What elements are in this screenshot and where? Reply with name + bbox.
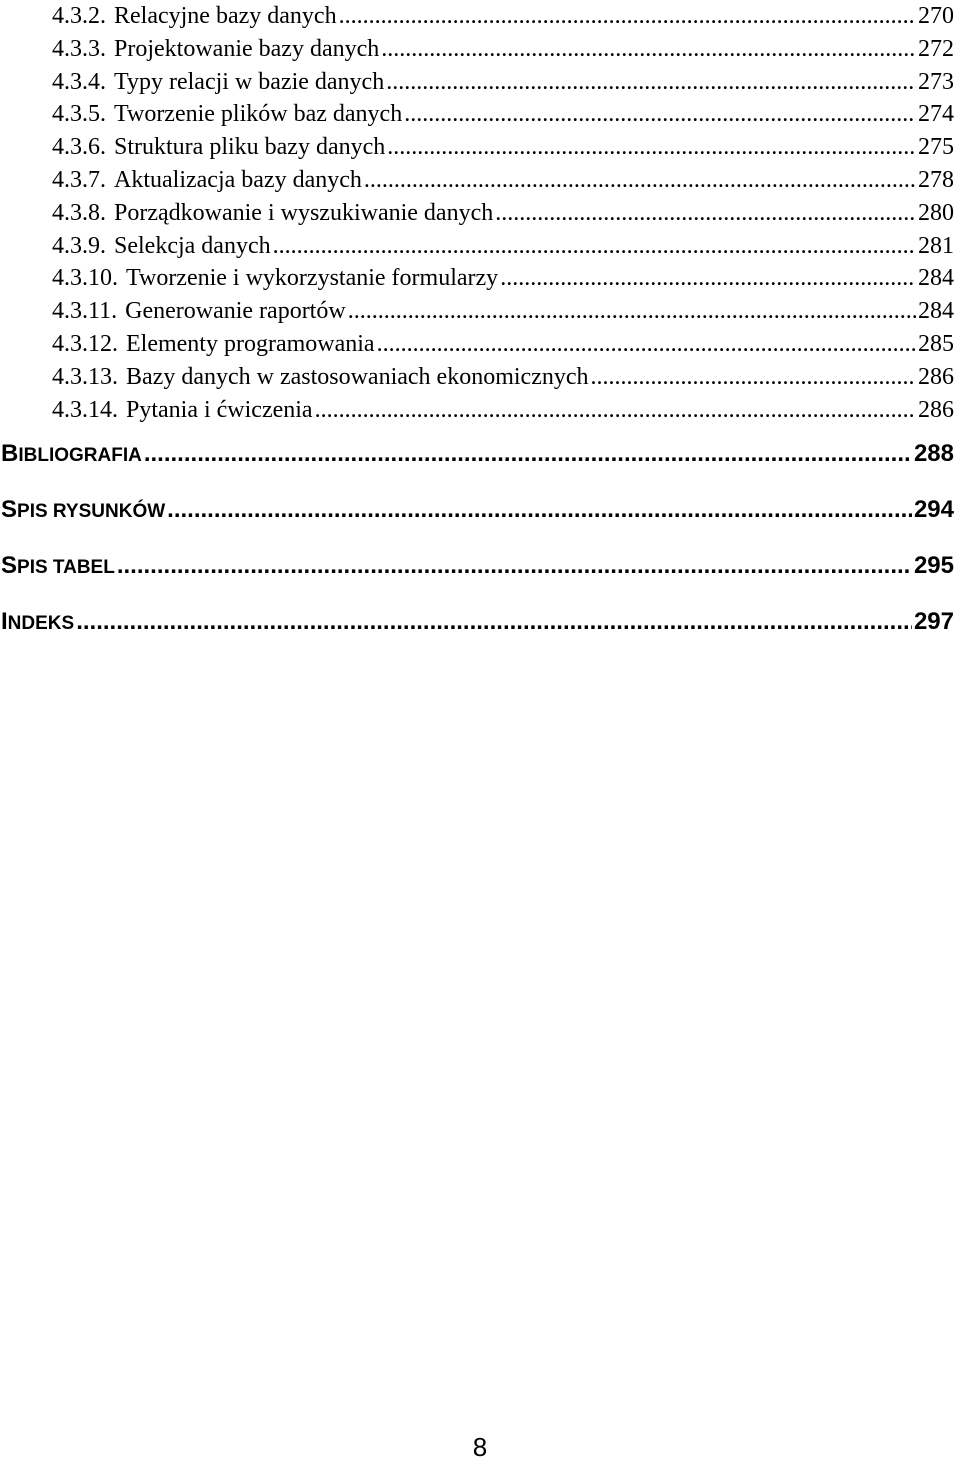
- toc-entry-title: Aktualizacja bazy danych: [114, 166, 362, 193]
- toc-leader-dots: [591, 361, 916, 394]
- toc-section-bibliografia[interactable]: [0, 426, 954, 482]
- toc-leader-dots: [117, 538, 912, 594]
- toc-entry-page: 284: [918, 265, 954, 292]
- toc-entry-4-3-4[interactable]: [52, 66, 954, 99]
- toc-section-spis-tabel[interactable]: [0, 538, 954, 594]
- toc-entry-4-3-3[interactable]: [52, 33, 954, 66]
- toc-leader-dots: [315, 394, 916, 427]
- toc-entry-page: 278: [918, 166, 954, 193]
- toc-entry-page: 273: [918, 68, 954, 95]
- toc-entry-number: 4.3.12.: [52, 330, 118, 357]
- toc-entry-page: 285: [918, 330, 954, 357]
- toc-entry-number: 4.3.8.: [52, 199, 106, 226]
- toc-leader-dots: [387, 131, 916, 164]
- toc-leader-dots: [348, 295, 916, 328]
- toc-section-title: BIBLIOGRAFIA: [1, 440, 142, 468]
- toc-leader-dots: [364, 164, 916, 197]
- toc-entry-number: 4.3.5.: [52, 101, 106, 128]
- toc-entry-page: 284: [918, 298, 954, 325]
- toc-entry-title: Elementy programowania: [126, 330, 375, 357]
- toc-entry-number: 4.3.13.: [52, 363, 118, 390]
- toc-leader-dots: [386, 66, 916, 99]
- toc-leader-dots: [167, 482, 912, 538]
- toc-entry-number: 4.3.11.: [52, 298, 118, 325]
- toc-entry-number: 4.3.4.: [52, 68, 106, 95]
- toc-leader-dots: [273, 230, 916, 263]
- toc-section-page: 295: [913, 552, 954, 580]
- toc-leader-dots: [495, 197, 916, 230]
- toc-section-spis-rysunkow[interactable]: [0, 482, 954, 538]
- toc-entry-page: 274: [918, 101, 954, 128]
- toc-entry-title: Porządkowanie i wyszukiwanie danych: [114, 199, 494, 226]
- toc-leader-dots: [500, 262, 916, 295]
- toc-leader-dots: [339, 0, 916, 33]
- toc-entry-number: 4.3.6.: [52, 134, 106, 161]
- toc-entry-4-3-11[interactable]: [52, 295, 954, 328]
- toc-entry-4-3-2[interactable]: [52, 0, 954, 33]
- toc-entry-page: 281: [918, 232, 954, 259]
- toc-entry-title: Pytania i ćwiczenia: [126, 396, 313, 423]
- toc-entry-page: 270: [918, 3, 954, 29]
- toc-entry-title: Tworzenie plików baz danych: [114, 101, 403, 128]
- toc-entry-4-3-10[interactable]: [52, 262, 954, 295]
- toc-leader-dots: [377, 328, 916, 361]
- toc-entry-4-3-14[interactable]: [52, 394, 954, 427]
- toc-entry-title: Projektowanie bazy danych: [114, 35, 380, 62]
- toc-entry-4-3-12[interactable]: [52, 328, 954, 361]
- toc-section-page: 294: [913, 496, 954, 524]
- toc-entry-title: Typy relacji w bazie danych: [114, 68, 385, 95]
- toc-leader-dots: [144, 426, 912, 482]
- toc-entry-number: 4.3.3.: [52, 35, 106, 62]
- toc-entry-title: Relacyjne bazy danych: [114, 3, 337, 29]
- page-number: 8: [472, 1432, 488, 1462]
- toc-entry-page: 286: [918, 363, 954, 390]
- toc-entry-number: 4.3.7.: [52, 166, 106, 193]
- toc-section-title: SPIS RYSUNKÓW: [1, 496, 166, 524]
- toc-section-title: SPIS TABEL: [1, 552, 115, 580]
- toc-entry-4-3-6[interactable]: [52, 131, 954, 164]
- toc-entry-title: Tworzenie i wykorzystanie formularzy: [126, 265, 499, 292]
- toc-entry-page: 280: [918, 199, 954, 226]
- toc-entry-page: 286: [918, 396, 954, 423]
- toc-entry-title: Struktura pliku bazy danych: [114, 134, 386, 161]
- toc-section-page: 288: [913, 440, 954, 468]
- toc-entry-4-3-8[interactable]: [52, 197, 954, 230]
- toc-entry-4-3-9[interactable]: [52, 230, 954, 263]
- toc-entry-number: 4.3.14.: [52, 396, 118, 423]
- toc-section-title: INDEKS: [1, 608, 75, 636]
- toc-entry-4-3-5[interactable]: [52, 98, 954, 131]
- toc-entry-number: 4.3.2.: [52, 3, 106, 29]
- toc-entry-title: Selekcja danych: [114, 232, 271, 259]
- toc-entry-number: 4.3.9.: [52, 232, 106, 259]
- toc-entry-number: 4.3.10.: [52, 265, 118, 292]
- toc-leader-dots: [76, 594, 912, 650]
- toc-section-page: 297: [913, 608, 954, 636]
- toc-leader-dots: [381, 33, 916, 66]
- toc-leader-dots: [404, 98, 916, 131]
- toc-entry-4-3-13[interactable]: [52, 361, 954, 394]
- toc-section-indeks[interactable]: [0, 594, 954, 650]
- toc-entry-page: 275: [918, 134, 954, 161]
- toc-entry-title: Bazy danych w zastosowaniach ekonomicznych: [126, 363, 589, 390]
- table-of-contents: [0, 0, 954, 650]
- toc-entry-page: 272: [918, 35, 954, 62]
- toc-entry-4-3-7[interactable]: [52, 164, 954, 197]
- toc-entry-title: Generowanie raportów: [125, 298, 346, 325]
